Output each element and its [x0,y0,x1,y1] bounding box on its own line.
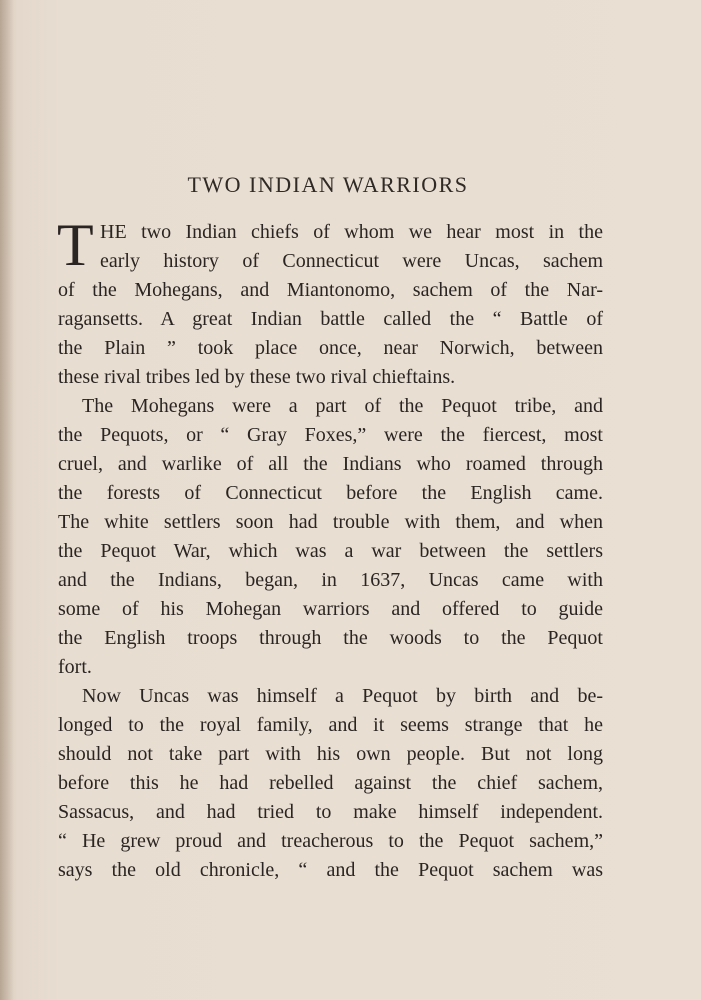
text-line: the Pequots, or “ Gray Foxes,” were the fiercest, most [58,424,603,446]
text-line: these rival tribes led by these two rival chieftains. [58,366,456,388]
text-line: of the Mohegans, and Miantonomo, sachem of the Nar- [58,279,603,301]
text-line: cruel, and warlike of all the Indians who roamed through [58,453,603,475]
text-line: the Pequot War, which was a war between the settlers [58,540,603,562]
text-line: should not take part with his own people. But not long [58,743,603,765]
text-line: some of his Mohegan warriors and offered to guide [58,598,603,620]
chapter-title: TWO INDIAN WARRIORS [187,172,469,197]
text-line: Sassacus, and had tried to make himself independent. [58,801,603,823]
text-line: the English troops through the woods to the Pequot [58,627,603,649]
text-line: the Plain ” took place once, near Norwich, between [58,337,603,359]
text-line: the forests of Connecticut before the English came. [58,482,603,504]
text-line: before this he had rebelled against the chief sachem, [58,772,603,794]
text-line: Now Uncas was himself a Pequot by birth and be- [82,685,603,707]
spine-shadow [0,0,14,1000]
text-line: says the old chronicle, “ and the Pequot sachem was [58,859,603,881]
text-line: and the Indians, began, in 1637, Uncas came with [58,569,603,591]
text-line: early history of Connecticut were Uncas, sachem [100,250,603,272]
text-line: The white settlers soon had trouble with them, and when [58,511,603,533]
text-line: longed to the royal family, and it seems strange that he [58,714,603,736]
text-line: ragansetts. A great Indian battle called the “ Battle of [58,308,603,330]
text-line: “ He grew proud and treacherous to the Pequot sachem,” [58,830,603,852]
text-line: HE two Indian chiefs of whom we hear most in the [100,221,603,243]
text-line: fort. [58,656,92,678]
drop-cap: T [57,212,94,278]
text-line: The Mohegans were a part of the Pequot tribe, and [82,395,603,417]
